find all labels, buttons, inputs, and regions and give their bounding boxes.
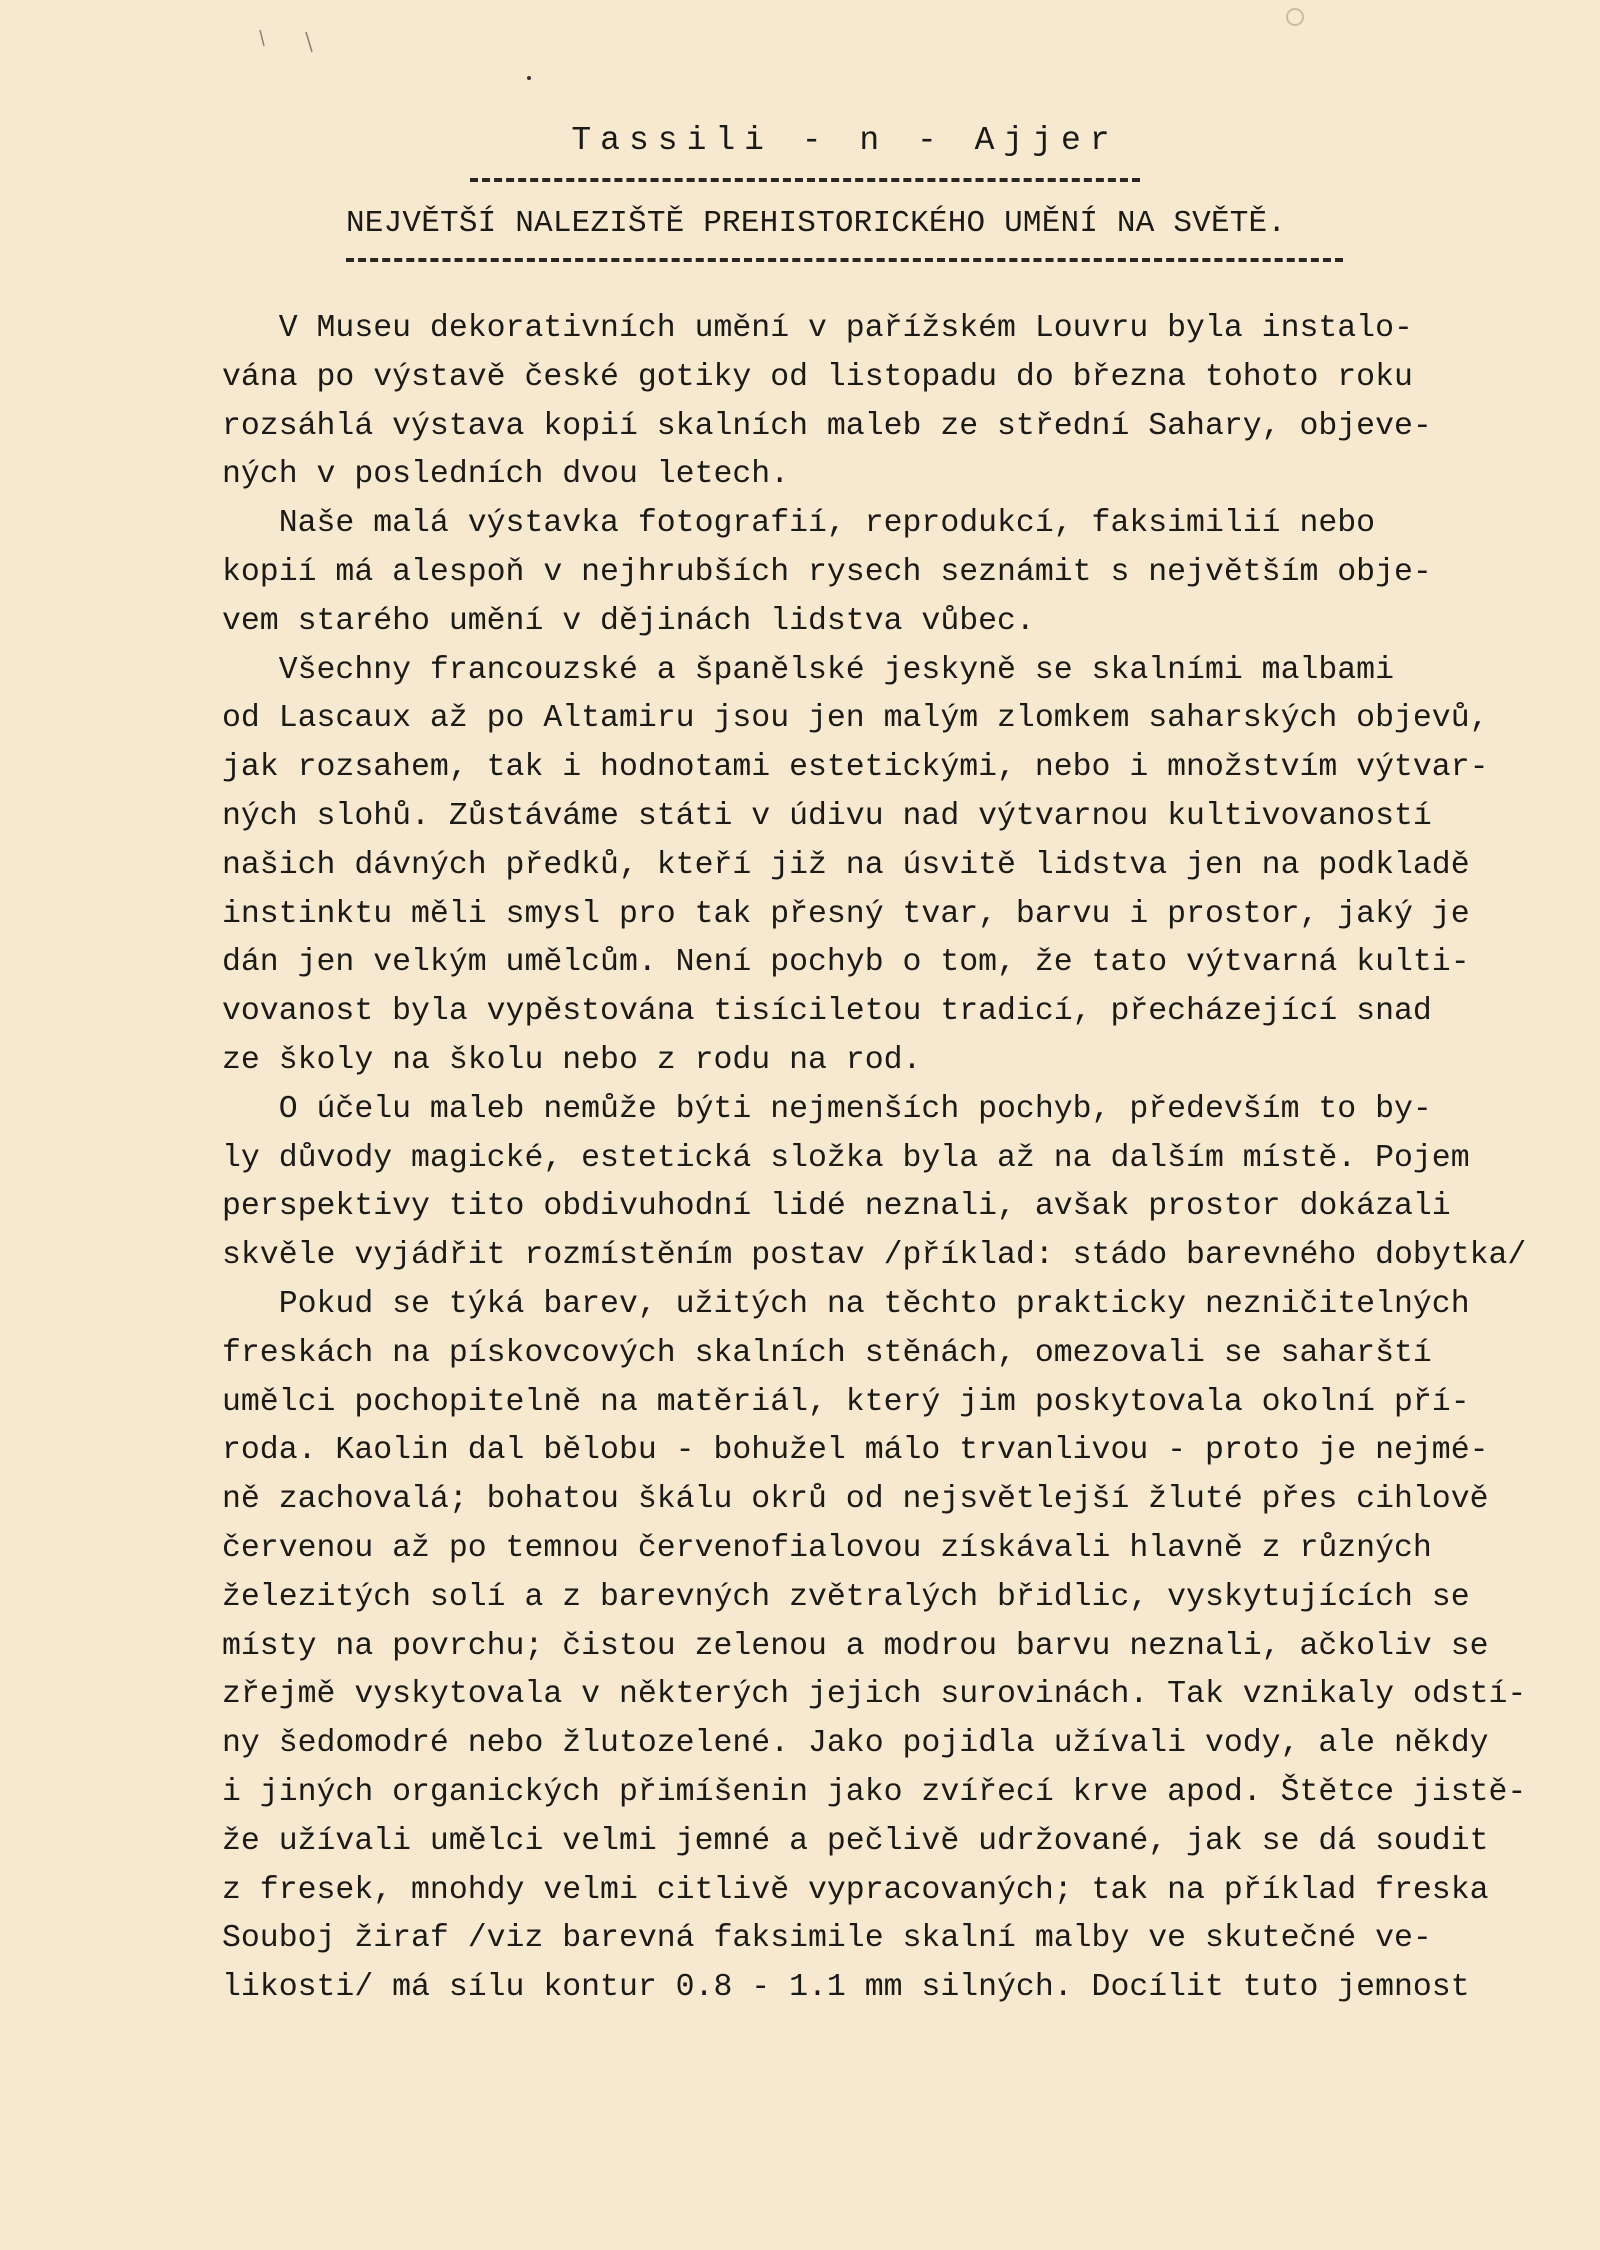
text-line: vem starého umění v dějinách lidstva vůbec. — [222, 603, 1035, 639]
text-line: železitých solí a z barevných zvětralých břidlic, vyskytujících se — [222, 1579, 1470, 1615]
text-line: i jiných organických přimíšenin jako zvířecí krve apod. Štětce jistě- — [222, 1774, 1527, 1810]
text-line: Všechny francouzské a španělské jeskyně se skalními malbami — [222, 652, 1394, 688]
text-line: ze školy na školu nebo z rodu na rod. — [222, 1042, 922, 1078]
text-line: Naše malá výstavka fotografií, reprodukcí, faksimilií nebo — [222, 506, 1376, 542]
text-line: z fresek, mnohdy velmi citlivě vypracovaných; tak na příklad freska — [222, 1872, 1489, 1908]
title-underline — [470, 178, 1140, 182]
text-line: perspektivy tito obdivuhodní lidé neznali, avšak prostor dokázali — [222, 1189, 1451, 1225]
text-line: červenou až po temnou červenofialovou získávali hlavně z různých — [222, 1530, 1432, 1566]
ink-dot-icon — [527, 76, 531, 80]
pencil-mark-icon — [258, 28, 318, 68]
document-subtitle: NEJVĚTŠÍ NALEZIŠTĚ PREHISTORICKÉHO UMĚNÍ NA SVĚTĚ. — [346, 206, 1287, 241]
text-line: zřejmě vyskytovala v některých jejich surovinách. Tak vznikaly odstí- — [222, 1677, 1527, 1713]
text-line: vána po výstavě české gotiky od listopadu do března tohoto roku — [222, 359, 1413, 395]
text-line: likosti/ má sílu kontur 0.8 - 1.1 mm silných. Docílit tuto jemnost — [222, 1970, 1470, 2006]
text-line: umělci pochopitelně na matěriál, který jim poskytovala okolní pří- — [222, 1384, 1470, 1420]
text-line: místy na povrchu; čistou zelenou a modrou barvu neznali, ačkoliv se — [222, 1628, 1489, 1664]
subtitle-underline — [346, 258, 1343, 262]
body-text — [222, 305, 1582, 2013]
text-line: skvěle vyjádřit rozmístěním postav /příklad: stádo barevného dobytka/ — [222, 1238, 1527, 1274]
text-line: jak rozsahem, tak i hodnotami estetickými, nebo i množstvím výtvar- — [222, 750, 1489, 786]
text-line: kopií má alespoň v nejhrubších rysech seznámit s největším obje- — [222, 554, 1432, 590]
text-line: rozsáhlá výstava kopií skalních maleb ze střední Sahary, objeve- — [222, 408, 1432, 444]
text-line: dán jen velkým umělcům. Není pochyb o tom, že tato výtvarná kulti- — [222, 945, 1470, 981]
text-line: ně zachovalá; bohatou škálu okrů od nejsvětlejší žluté přes cihlově — [222, 1482, 1489, 1518]
text-line: ných v posledních dvou letech. — [222, 457, 790, 493]
text-line: ných slohů. Zůstáváme státi v údivu nad výtvarnou kultivovaností — [222, 798, 1432, 834]
punch-hole-icon — [1286, 8, 1304, 26]
text-line: vovanost byla vypěstována tisíciletou tradicí, přecházející snad — [222, 994, 1432, 1030]
text-line: Souboj žiraf /viz barevná faksimile skalní malby ve skutečné ve- — [222, 1921, 1432, 1957]
text-line: ly důvody magické, estetická složka byla až na dalším místě. Pojem — [222, 1140, 1470, 1176]
text-line: O účelu maleb nemůže býti nejmenších pochyb, především to by- — [222, 1091, 1432, 1127]
text-line: našich dávných předků, kteří již na úsvitě lidstva jen na podkladě — [222, 847, 1470, 883]
text-line: od Lascaux až po Altamiru jsou jen malým zlomkem saharských objevů, — [222, 701, 1489, 737]
document-title: Tassili - n - Ajjer — [571, 122, 1119, 159]
text-line: V Museu dekorativních umění v pařížském Louvru byla instalo- — [222, 311, 1413, 346]
text-line: instinktu měli smysl pro tak přesný tvar, barvu i prostor, jaký je — [222, 896, 1470, 932]
text-line: že užívali umělci velmi jemné a pečlivě udržované, jak se dá soudit — [222, 1823, 1489, 1859]
text-line: roda. Kaolin dal bělobu - bohužel málo trvanlivou - proto je nejmé- — [222, 1433, 1489, 1469]
text-line: freskách na pískovcových skalních stěnách, omezovali se saharští — [222, 1335, 1432, 1371]
text-line: ny šedomodré nebo žlutozelené. Jako pojidla užívali vody, ale někdy — [222, 1726, 1489, 1762]
text-line: Pokud se týká barev, užitých na těchto prakticky nezničitelných — [222, 1286, 1470, 1322]
